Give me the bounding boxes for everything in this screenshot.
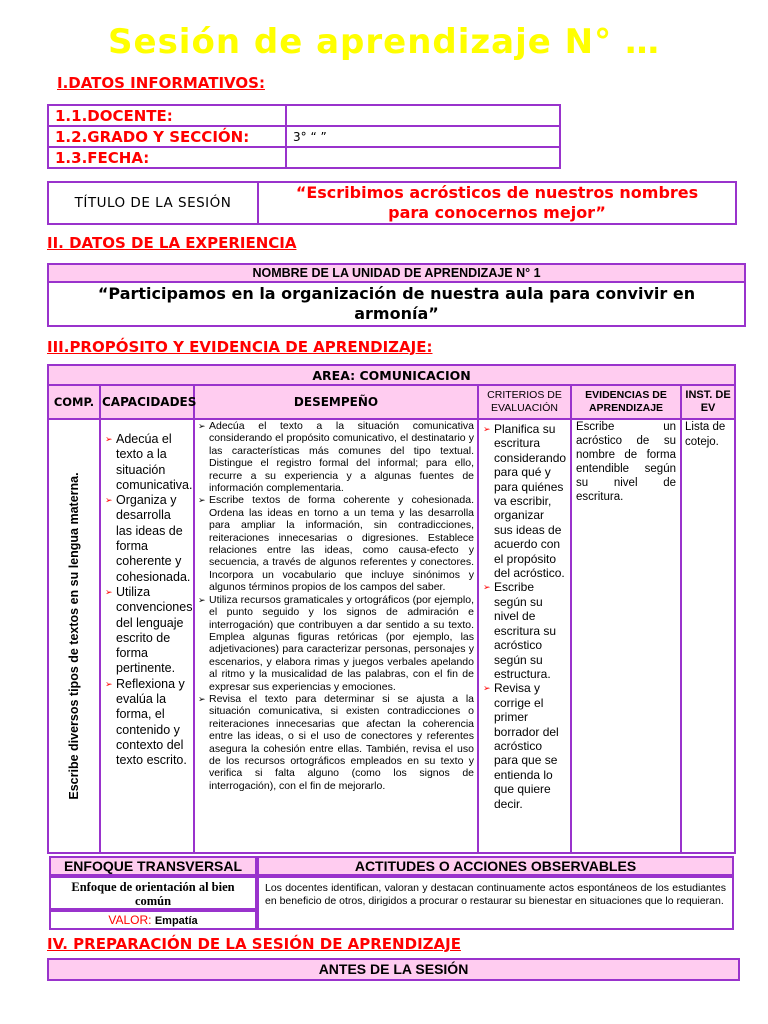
capacidades-header: CAPACIDADES — [100, 385, 194, 419]
unidad-label: NOMBRE DE LA UNIDAD DE APRENDIZAJE N° 1 — [48, 264, 745, 282]
valor-row — [49, 910, 257, 930]
list-item: ➢ Escribe según su nivel de escritura su acróstico según su estructura. — [483, 580, 557, 681]
antes-de-la-sesion-header: ANTES DE LA SESIÓN — [47, 958, 740, 981]
list-item: ➢ Revisa y corrige el primer borrador del acróstico para que se entienda lo que quiere decir. — [483, 681, 559, 811]
list-item: ➢ Planifica su escritura considerando para qué y para quiénes va escribir, organizar sus ideas de acuerdo con el propósito del acróstico. — [483, 422, 567, 581]
list-item: ➢ Adecúa el texto a la situación comunicativa. — [105, 432, 193, 492]
enfoque-transversal-header: ENFOQUE TRANSVERSAL — [49, 856, 257, 876]
arrow-bullet-icon: ➢ — [105, 434, 113, 444]
fecha-value[interactable] — [286, 147, 560, 168]
fecha-label: 1.3.FECHA: — [48, 147, 286, 168]
list-item: ➢ Organiza y desarrolla las ideas de forma coherente y cohesionada. — [105, 493, 191, 584]
inst-header: INST. DE EV — [681, 385, 735, 419]
section-1-heading: I.DATOS INFORMATIVOS: — [57, 74, 265, 92]
capacidades-list — [105, 432, 193, 769]
session-title-label: TÍTULO DE LA SESIÓN — [48, 182, 258, 224]
proposito-table — [47, 364, 736, 854]
grado-label: 1.2.GRADO Y SECCIÓN: — [48, 126, 286, 147]
arrow-bullet-icon: ➢ — [198, 594, 206, 605]
enfoque-value: Enfoque de orientación al bien común — [49, 876, 257, 910]
competencia-text: Escribe diversos tipos de textos en su lengua materna. — [67, 472, 81, 800]
arrow-bullet-icon: ➢ — [198, 693, 206, 704]
list-item: ➢ Revisa el texto para determinar si se ajusta a la situación comunicativa, si existen contradicciones o reiteraciones innecesarias que afectan la coherencia entre las ideas, o si el uso de conectores y referentes asegura la cohesión entre ellas. También, revisa el uso de los recursos ortográficos empleados en su texto y verifica si falta alguno (como los signos de interrogación), con el fin de mejorarlo. — [198, 692, 474, 792]
arrow-bullet-icon: ➢ — [483, 424, 491, 434]
unidad-table — [47, 263, 746, 327]
arrow-bullet-icon: ➢ — [198, 421, 206, 431]
arrow-bullet-icon: ➢ — [483, 582, 491, 593]
arrow-bullet-icon: ➢ — [105, 495, 113, 506]
arrow-bullet-icon: ➢ — [483, 683, 491, 694]
desempeno-cell — [194, 419, 478, 853]
valor-value: Empatía — [154, 915, 198, 927]
arrow-bullet-icon: ➢ — [198, 495, 206, 506]
session-title-table — [47, 181, 737, 225]
comp-header: COMP. — [48, 385, 100, 419]
criterios-list — [483, 422, 566, 811]
page-title: Sesión de aprendizaje N° … — [108, 22, 660, 62]
capacidades-cell — [100, 419, 194, 853]
actitudes-header: ACTITUDES O ACCIONES OBSERVABLES — [257, 856, 734, 876]
arrow-bullet-icon: ➢ — [105, 678, 113, 689]
session-title-value: “Escribimos acrósticos de nuestros nombres para conocernos mejor” — [258, 182, 736, 224]
docente-value[interactable] — [286, 105, 560, 126]
actitudes-value: Los docentes identifican, valoran y destacan continuamente actos espontáneos de los estudiantes en beneficio de otros, dirigidos a procurar o restaurar su bienestar en situaciones que lo requieran. — [257, 876, 734, 930]
area-header: AREA: COMUNICACION — [48, 365, 735, 385]
desempeno-header: DESEMPEÑO — [194, 385, 478, 419]
section-2-heading: II. DATOS DE LA EXPERIENCIA — [47, 234, 297, 252]
list-item: ➢ Escribe textos de forma coherente y cohesionada. Ordena las ideas en torno a un tema y las desarrolla para ampliar la información, sin contradicciones, reiteraciones innecesarias o digresiones. Establece relaciones entre las ideas, como causa-efecto y secuencia, a través de algunos referentes y conectores. Incorpora un vocabulario que incluye sinónimos y algunos términos propios de los campos del saber. — [198, 494, 474, 594]
list-item: ➢ Adecúa el texto a la situación comunicativa considerando el propósito comunicativo, el destinatario y las características más comunes del tipo textual. Distingue el registro formal del informal; para ello, recurre a su experiencia y a algunas fuentes de información complementaria. — [198, 420, 474, 495]
section-3-heading: III.PROPÓSITO Y EVIDENCIA DE APRENDIZAJE: — [47, 338, 433, 356]
list-item: ➢ Utiliza convenciones del lenguaje escrito de forma pertinente. — [105, 584, 193, 676]
instrumento-cell: Lista de cotejo. — [681, 419, 735, 853]
criterios-header: CRITERIOS DE EVALUACIÓN — [478, 385, 571, 419]
evidencia-cell: Escribe un acróstico de su nombre de forma entendible según su nivel de escritura. — [571, 419, 681, 853]
datos-informativos-table — [47, 104, 561, 169]
criterios-cell — [478, 419, 571, 853]
unidad-value: “Participamos en la organización de nuestra aula para convivir en armonía” — [48, 282, 745, 326]
valor-label: VALOR: — [108, 913, 152, 927]
arrow-bullet-icon: ➢ — [105, 586, 113, 597]
desempenos-list — [198, 420, 474, 792]
competencia-cell — [48, 419, 100, 853]
list-item: ➢ Utiliza recursos gramaticales y ortográficos (por ejemplo, el punto seguido y los signos de admiración e interrogación) que contribuyen a dar sentido a su texto. Emplea algunas figuras retóricas (por ejemplo, las adjetivaciones) para caracterizar personas, personajes y escenarios, y elabora rimas y juegos verbales apelando al ritmo y la musicalidad de las palabras, con el fin de expresar sus experiencias y emociones. — [198, 593, 474, 693]
grado-value[interactable]: 3° “ ” — [286, 126, 560, 147]
list-item: ➢ Reflexiona y evalúa la forma, el contenido y contexto del texto escrito. — [105, 676, 187, 768]
section-4-heading: IV. PREPARACIÓN DE LA SESIÓN DE APRENDIZAJE — [47, 935, 461, 953]
evidencias-header: EVIDENCIAS DE APRENDIZAJE — [571, 385, 681, 419]
docente-label: 1.1.DOCENTE: — [48, 105, 286, 126]
